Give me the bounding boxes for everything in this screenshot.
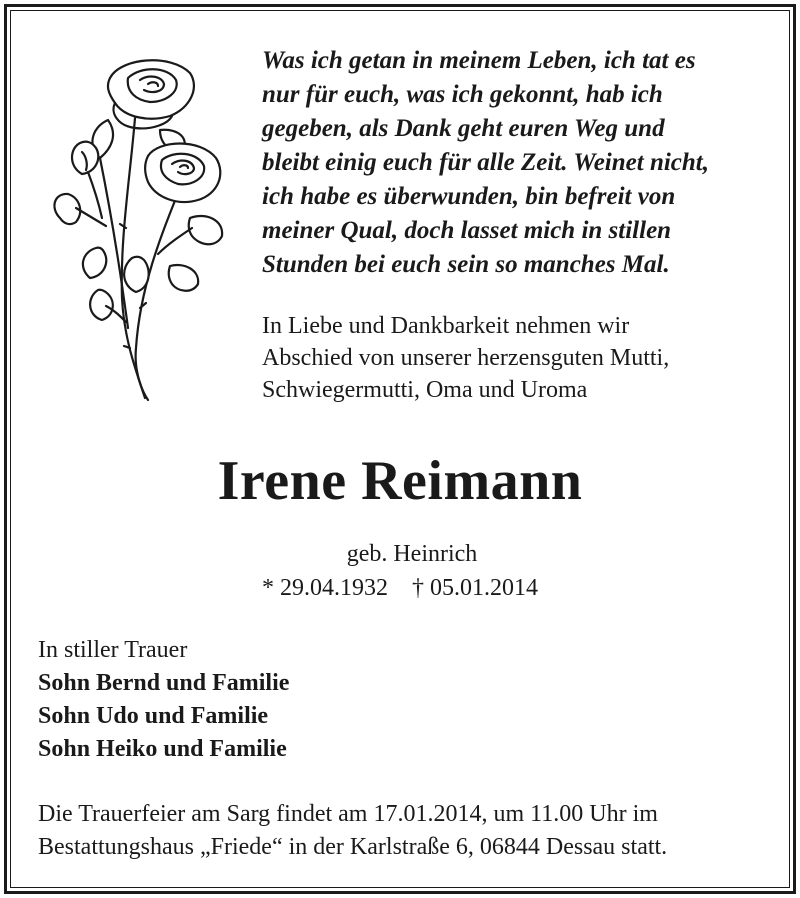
- mourner-entry: Sohn Bernd und Familie: [38, 670, 290, 696]
- poem-line: ich habe es überwunden, bin befreit von: [262, 183, 676, 210]
- poem-line: Was ich getan in meinem Leben, ich tat es: [262, 47, 696, 74]
- poem-line: nur für euch, was ich gekonnt, hab ich: [262, 81, 663, 108]
- rose-illustration-icon: [40, 48, 230, 408]
- intro-line: In Liebe und Dankbarkeit nehmen wir: [262, 313, 630, 339]
- poem-line: gegeben, als Dank geht euren Weg und: [262, 115, 665, 142]
- maiden-name: geb. Heinrich: [346, 541, 478, 567]
- life-dates: * 29.04.1932 † 05.01.2014: [262, 575, 538, 601]
- intro-text: [262, 310, 772, 406]
- mourners-block: [38, 634, 638, 766]
- intro-line: Schwiegermutti, Oma und Uroma: [262, 377, 588, 403]
- mourners-lead: In stiller Trauer: [38, 637, 188, 663]
- intro-line: Abschied von unserer herzensguten Mutti,: [262, 345, 670, 371]
- poem-line: meiner Qual, doch lasset mich in stillen: [262, 217, 672, 244]
- funeral-line: Bestattungshaus „Friede“ in der Karlstraße 6, 06844 Dessau statt.: [38, 834, 668, 860]
- poem-line: bleibt einig euch für alle Zeit. Weinet nicht,: [262, 149, 709, 176]
- poem-line: Stunden bei euch sein so manches Mal.: [262, 251, 670, 278]
- funeral-line: Die Trauerfeier am Sarg findet am 17.01.2014, um 11.00 Uhr im: [38, 801, 658, 827]
- mourner-entry: Sohn Udo und Familie: [38, 703, 269, 729]
- mourner-entry: Sohn Heiko und Familie: [38, 736, 287, 762]
- poem: [262, 44, 772, 282]
- deceased-name: Irene Reimann: [217, 450, 583, 512]
- funeral-notice: [38, 798, 778, 864]
